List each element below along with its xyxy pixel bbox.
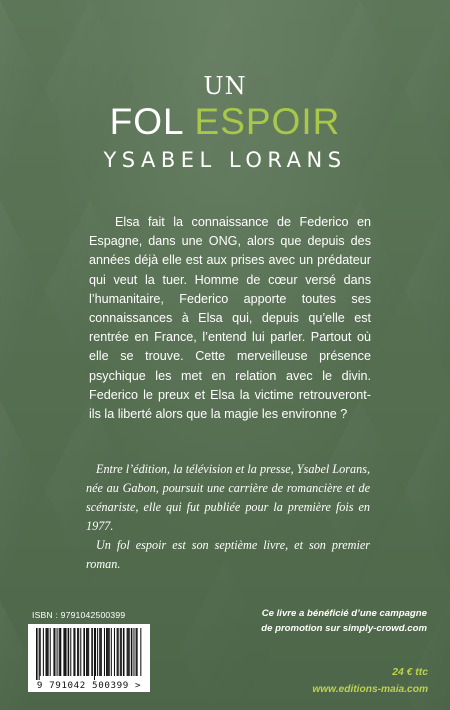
barcode-bar (131, 628, 133, 676)
barcode-bar (64, 628, 65, 676)
barcode-bar (68, 628, 70, 676)
barcode-bar (47, 628, 48, 676)
barcode-bar (50, 628, 51, 676)
author-name: YSABEL LORANS (103, 148, 347, 172)
barcode-bar (83, 628, 85, 676)
barcode-bar (91, 628, 93, 676)
barcode-bar (78, 628, 79, 676)
crowdfunding-line-1: Ce livre a bénéficié d’une campagne (261, 608, 427, 619)
barcode-bar (87, 628, 88, 676)
barcode-bar (109, 628, 110, 676)
barcode-bar (94, 628, 95, 680)
barcode-bar (120, 628, 121, 676)
barcode-bar (59, 628, 60, 676)
author-bio (86, 460, 370, 574)
isbn-label: ISBN : 9791042500399 (32, 610, 126, 620)
barcode-bar (46, 628, 47, 676)
barcode-bar (140, 628, 141, 676)
barcode-bar (57, 628, 58, 676)
synopsis-text: Elsa fait la connaissance de Federico en Espagne, dans une ONG, alors que depuis des années déjà elle est aux prises avec un prédateur qui veut la tuer. Homme de cœur versé dans l’humanitaire, Federico apporte toutes ses connaissances à Elsa qui, depuis qu’elle est rentrée en France, l’entend lui parler. Partout où elle se trouve. Cette merveilleuse présence psychique les met en relation avec le divin. Federico le preux et Elsa la victime retrouveront-ils la liberté alors que la magie les environne ? (89, 215, 371, 422)
barcode-bar (95, 628, 96, 676)
book-title (0, 100, 450, 144)
barcode-bar (88, 628, 89, 676)
bio-paragraph-2: Un fol espoir est son septième livre, et son premier roman. (86, 538, 370, 571)
barcode-bar (74, 628, 75, 676)
barcode-bar (43, 628, 44, 676)
barcode-bar (133, 628, 134, 676)
barcode-bar (101, 628, 102, 676)
barcode-bar (104, 628, 105, 676)
barcode-bar (66, 628, 67, 676)
barcode-bar (106, 628, 107, 676)
barcode-bar (117, 628, 118, 676)
barcode-bar (80, 628, 81, 676)
barcode-bar (77, 628, 78, 676)
barcode-bar (63, 628, 64, 676)
crowdfunding-note (222, 606, 427, 636)
barcode-bar (86, 628, 87, 676)
barcode-digits: 9 791042 500399 > (36, 680, 142, 691)
barcode-bar (40, 628, 41, 676)
barcode-bar (136, 628, 137, 676)
barcode-bar (99, 628, 101, 676)
title-prefix: UN (203, 72, 247, 100)
barcode-bar (137, 628, 138, 676)
barcode-bar (53, 628, 54, 676)
barcode-bar (121, 628, 122, 676)
barcode-bar (36, 628, 38, 680)
barcode-bar (111, 628, 112, 676)
title-word-espoir: ESPOIR (194, 101, 341, 142)
barcode-bar (127, 628, 128, 676)
barcode-bar (60, 628, 62, 676)
barcode-bar (97, 628, 98, 676)
publisher-website: www.editions-maia.com (312, 684, 428, 695)
barcode-bar (70, 628, 71, 676)
barcode-bar (129, 628, 130, 676)
barcode-bar (118, 628, 119, 676)
barcode-bar (123, 628, 125, 676)
barcode-bar (54, 628, 55, 676)
barcode-bars (36, 628, 142, 680)
barcode-bar (114, 628, 115, 676)
title-word-fol: FOL (109, 101, 184, 142)
barcode-bar (39, 628, 40, 680)
barcode-bar (107, 628, 109, 676)
barcode-bar (73, 628, 74, 676)
barcode-bar (128, 628, 129, 676)
barcode (28, 624, 150, 692)
price: 24 € ttc (392, 667, 428, 678)
bio-paragraph-1: Entre l’édition, la télévision et la presse, Ysabel Lorans, née au Gabon, poursuit une carrière de romancière et de scénariste, elle qui fut publiée pour la première fois en 1977. (86, 462, 370, 533)
crowdfunding-line-2: de promotion sur simply-crowd.com (261, 623, 427, 634)
barcode-bar (48, 628, 49, 676)
